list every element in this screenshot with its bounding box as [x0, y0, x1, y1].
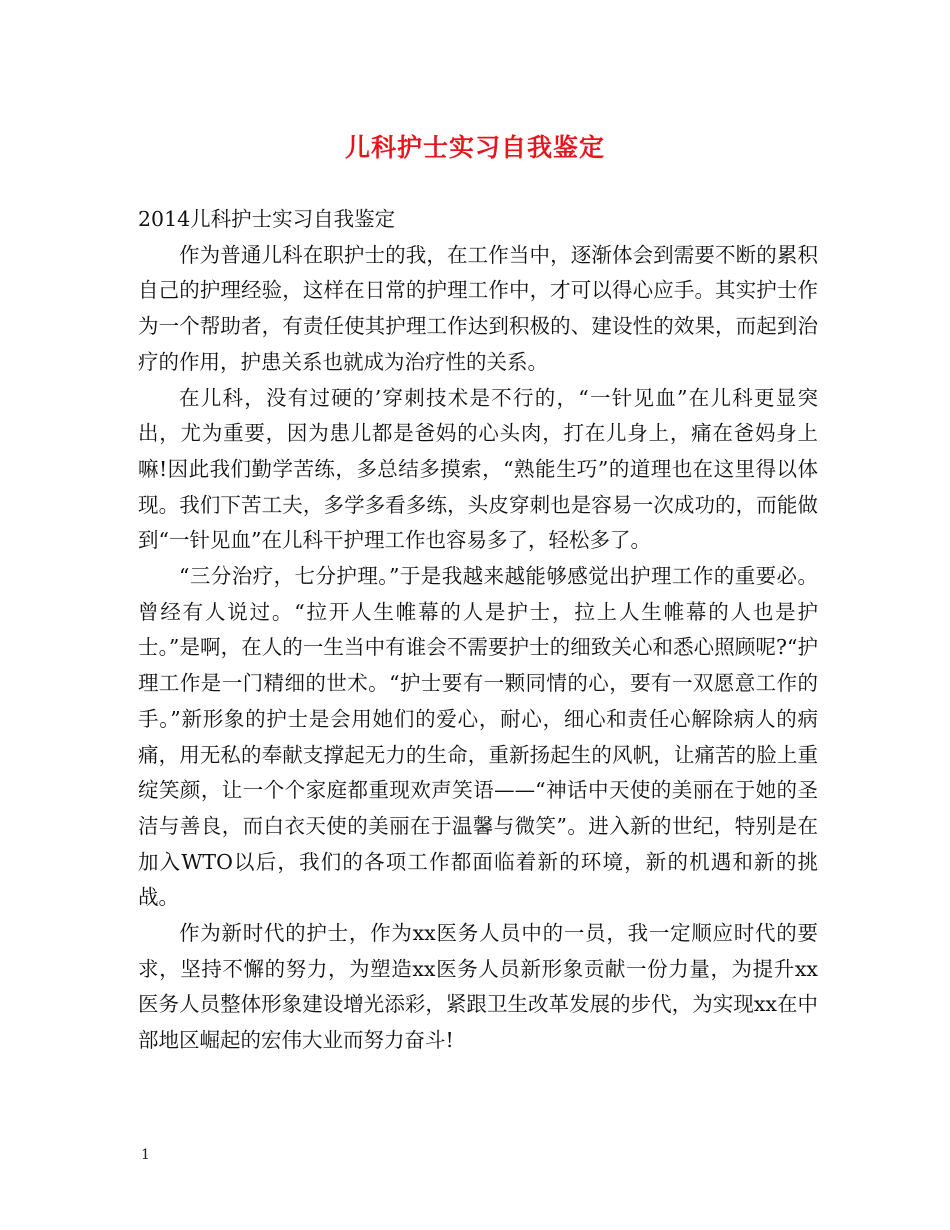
- document-subtitle: 2014儿科护士实习自我鉴定: [138, 207, 396, 231]
- paragraph-1: 作为普通儿科在职护士的我，在工作当中，逐渐体会到需要不断的累积自己的护理经验，这样在日常的护理工作中，才可以得心应手。其实护士作为一个帮助者，有责任使其护理工作达到积极的、建设性的效果，而起到治疗的作用，护患关系也就成为治疗性的关系。: [138, 242, 818, 374]
- paragraph-4: 作为新时代的护士，作为xx医务人员中的一员，我一定顺应时代的要求，坚持不懈的努力，为塑造xx医务人员新形象贡献一份力量，为提升xx医务人员整体形象建设增光添彩，紧跟卫生改革发展的步代，为实现xx在中部地区崛起的宏伟大业而努力奋斗!: [138, 921, 818, 1053]
- paragraph-2: 在儿科，没有过硬的’穿刺技术是不行的，“一针见血”在儿科更显突出，尤为重要，因为患儿都是爸妈的心头肉，打在儿身上，痛在爸妈身上嘛!因此我们勤学苦练，多总结多摸索，“熟能生巧”的道理也在这里得以体现。我们下苦工夫，多学多看多练，头皮穿刺也是容易一次成功的，而能做到“一针见血”在儿科干护理工作也容易多了，轻松多了。: [138, 385, 818, 553]
- paragraph-3: “三分治疗，七分护理。”于是我越来越能够感觉出护理工作的重要必。曾经有人说过。“拉开人生帷幕的人是护士，拉上人生帷幕的人也是护士。”是啊，在人的一生当中有谁会不需要护士的细致关心和悉心照顾呢?“护理工作是一门精细的世术。“护士要有一颗同情的心，要有一双愿意工作的手。”新形象的护士是会用她们的爱心，耐心，细心和责任心解除病人的病痛，用无私的奉献支撑起无力的生命，重新扬起生的风帆，让痛苦的脸上重绽笑颜，让一个个家庭都重现欢声笑语——“神话中天使的美丽在于她的圣洁与善良，而白衣天使的美丽在于温馨与微笑”。进入新的世纪，特别是在加入WTO以后，我们的各项工作都面临着新的环境，新的机遇和新的挑战。: [138, 564, 818, 910]
- page-number: 1: [141, 1147, 150, 1163]
- document-title: 儿科护士实习自我鉴定: [344, 133, 605, 162]
- document-body: [138, 202, 818, 1059]
